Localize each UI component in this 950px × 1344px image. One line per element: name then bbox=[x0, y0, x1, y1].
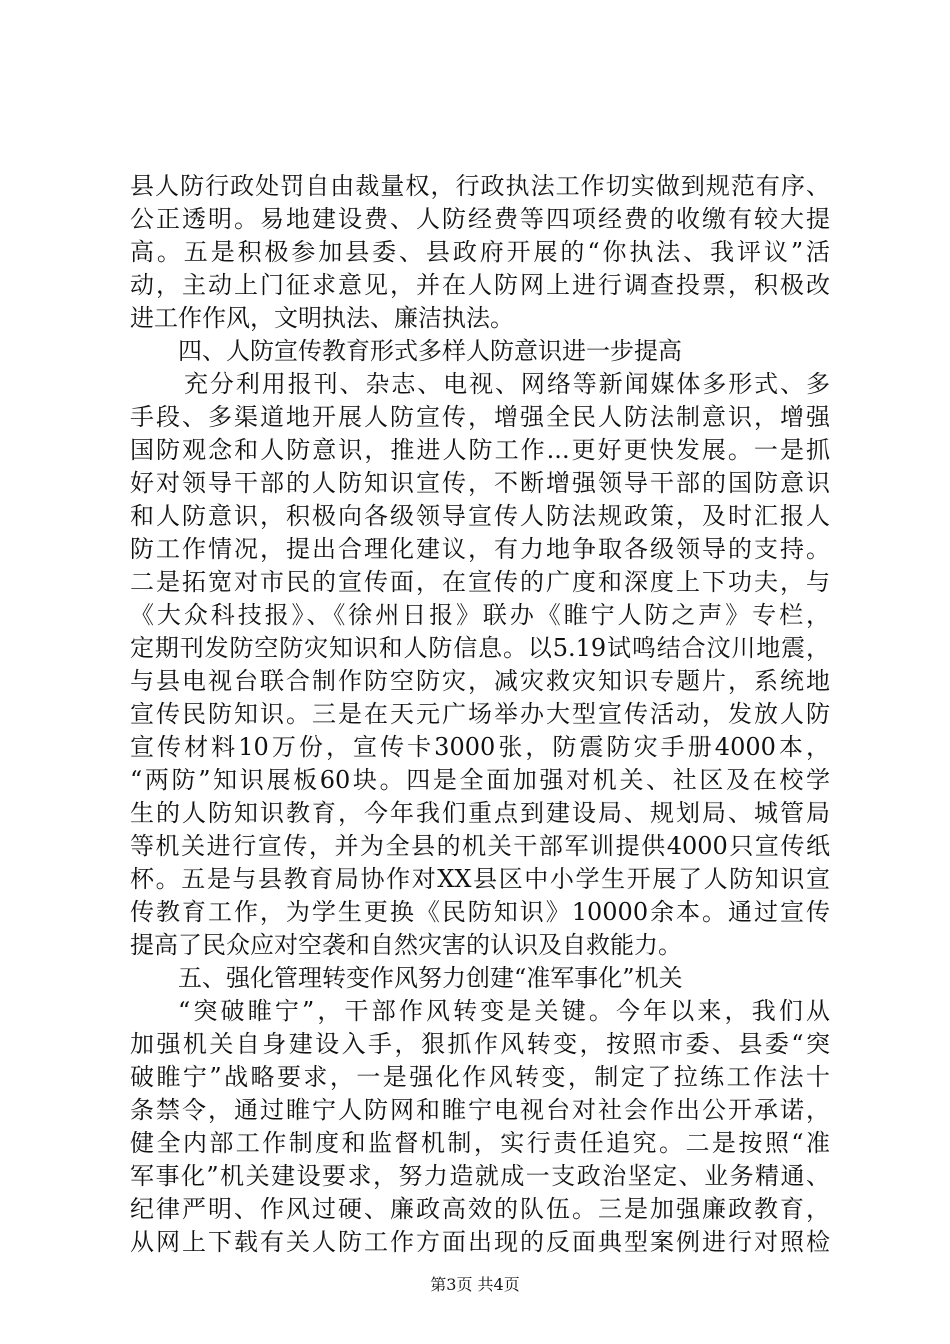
text-line: 充分利用报刊、杂志、电视、网络等新闻媒体多形式、多 bbox=[184, 370, 830, 398]
text-line: 公正透明。易地建设费、人防经费等四项经费的收缴有较大提 bbox=[130, 205, 830, 233]
text-line: “两防”知识展板60块。四是全面加强对机关、社区及在校学 bbox=[130, 766, 830, 794]
document-body bbox=[130, 170, 830, 1259]
text-line: 《大众科技报》、《徐州日报》联办《睢宁人防之声》专栏， bbox=[130, 601, 830, 629]
text-line: “突破睢宁”，干部作风转变是关键。今年以来，我们从 bbox=[178, 997, 830, 1025]
text-line: 破睢宁”战略要求，一是强化作风转变，制定了拉练工作法十 bbox=[130, 1063, 830, 1091]
text-line: 宣传材料10万份，宣传卡3000张，防震防灾手册4000本， bbox=[130, 733, 830, 761]
text-line: 高。五是积极参加县委、县政府开展的“你执法、我评议”活 bbox=[130, 238, 830, 266]
text-line: 国防观念和人防意识，推进人防工作...更好更快发展。一是抓 bbox=[130, 436, 830, 464]
text-line: 二是拓宽对市民的宣传面，在宣传的广度和深度上下功夫，与 bbox=[130, 568, 830, 596]
section-heading: 四、人防宣传教育形式多样人防意识进一步提高 bbox=[178, 337, 682, 365]
text-line: 与县电视台联合制作防空防灾，减灾救灾知识专题片，系统地 bbox=[130, 667, 830, 695]
text-line: 从网上下载有关人防工作方面出现的反面典型案例进行对照检 bbox=[130, 1228, 830, 1256]
text-line: 县人防行政处罚自由裁量权，行政执法工作切实做到规范有序、 bbox=[130, 172, 830, 200]
text-line: 等机关进行宣传，并为全县的机关干部军训提供4000只宣传纸 bbox=[130, 832, 830, 860]
section-heading: 五、强化管理转变作风努力创建“准军事化”机关 bbox=[178, 964, 683, 992]
page-number: 第3页 共4页 bbox=[430, 1275, 520, 1294]
text-line: 定期刊发防空防灾知识和人防信息。以5.19试鸣结合汶川地震， bbox=[130, 634, 830, 662]
text-line: 宣传民防知识。三是在天元广场举办大型宣传活动，发放人防 bbox=[130, 700, 830, 728]
text-line: 条禁令，通过睢宁人防网和睢宁电视台对社会作出公开承诺， bbox=[130, 1096, 830, 1124]
text-line: 好对领导干部的人防知识宣传，不断增强领导干部的国防意识 bbox=[130, 469, 830, 497]
text-line: 进工作作风，文明执法、廉洁执法。 bbox=[130, 304, 514, 332]
text-line: 提高了民众应对空袭和自然灾害的认识及自救能力。 bbox=[130, 931, 682, 959]
text-line: 防工作情况，提出合理化建议，有力地争取各级领导的支持。 bbox=[130, 535, 830, 563]
text-line: 纪律严明、作风过硬、廉政高效的队伍。三是加强廉政教育， bbox=[130, 1195, 830, 1223]
text-line: 手段、多渠道地开展人防宣传，增强全民人防法制意识，增强 bbox=[130, 403, 830, 431]
text-line: 和人防意识，积极向各级领导宣传人防法规政策，及时汇报人 bbox=[130, 502, 830, 530]
text-line: 传教育工作，为学生更换《民防知识》10000余本。通过宣传 bbox=[130, 898, 830, 926]
text-line: 生的人防知识教育，今年我们重点到建设局、规划局、城管局 bbox=[130, 799, 830, 827]
text-line: 加强机关自身建设入手，狠抓作风转变，按照市委、县委“突 bbox=[130, 1030, 830, 1058]
text-line: 健全内部工作制度和监督机制，实行责任追究。二是按照“准 bbox=[130, 1129, 830, 1157]
text-line: 杯。五是与县教育局协作对XX县区中小学生开展了人防知识宣 bbox=[130, 865, 830, 893]
text-line: 动，主动上门征求意见，并在人防网上进行调查投票，积极改 bbox=[130, 271, 830, 299]
text-line: 军事化”机关建设要求，努力造就成一支政治坚定、业务精通、 bbox=[130, 1162, 830, 1190]
